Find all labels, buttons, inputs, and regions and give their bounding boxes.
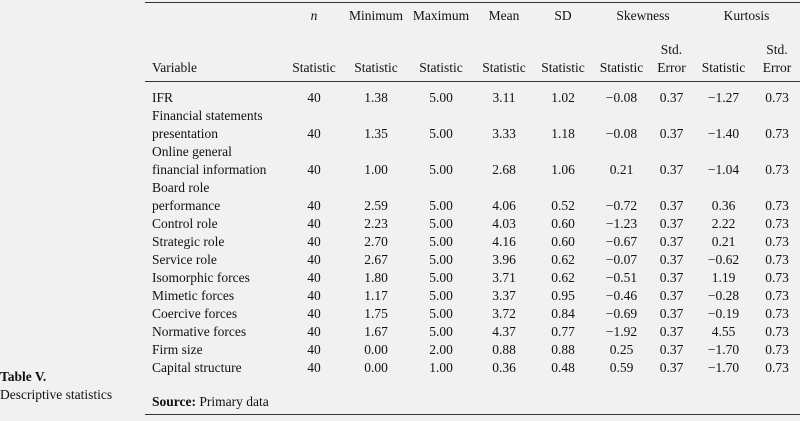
cell-mean: 4.03 <box>492 216 516 231</box>
cell-kurt: −1.70 <box>707 360 740 375</box>
cell-min: 1.80 <box>364 270 388 285</box>
table-row <box>145 359 800 377</box>
cell-sd: 1.18 <box>551 126 575 141</box>
cell-max: 5.00 <box>429 126 453 141</box>
caption-subtitle: Descriptive statistics <box>0 387 113 402</box>
cell-min: 1.75 <box>364 306 388 321</box>
header-mean: Mean <box>488 8 520 23</box>
header-mean-statistic: Statistic <box>482 60 526 75</box>
variable-cell <box>145 359 283 377</box>
cell-mean: 4.37 <box>492 324 516 339</box>
cell-kurt-se: 0.73 <box>765 324 789 339</box>
variable-cell <box>145 215 283 233</box>
header-n-statistic: Statistic <box>292 60 336 75</box>
cell-max: 2.00 <box>429 342 453 357</box>
cell-skew: −1.92 <box>605 324 638 339</box>
cell-mean: 0.36 <box>492 360 516 375</box>
variable-name-line: Isomorphic forces <box>152 270 250 285</box>
cell-kurt-se: 0.73 <box>765 90 789 105</box>
cell-max: 5.00 <box>429 252 453 267</box>
table-row <box>145 323 800 341</box>
cell-kurt-se: 0.73 <box>765 252 789 267</box>
cell-skew-se: 0.37 <box>659 90 684 105</box>
cell-n: 40 <box>307 360 321 375</box>
cell-skew-se: 0.37 <box>659 270 684 285</box>
table-body <box>145 77 800 377</box>
cell-max: 5.00 <box>429 90 453 105</box>
cell-min: 1.17 <box>364 288 388 303</box>
cell-skew: −0.07 <box>605 252 638 267</box>
cell-min: 2.70 <box>364 234 388 249</box>
cell-skew: −1.23 <box>605 216 638 231</box>
header-blank <box>145 7 283 37</box>
cell-kurt: 0.21 <box>711 234 736 249</box>
variable-cell <box>145 251 283 269</box>
header-minimum: Minimum <box>348 8 403 23</box>
cell-n: 40 <box>307 216 321 231</box>
cell-sd: 1.06 <box>551 162 575 177</box>
cell-n: 40 <box>307 270 321 285</box>
variable-name-line: Capital structure <box>152 360 242 375</box>
cell-skew: −0.69 <box>605 306 638 321</box>
cell-skew: −0.08 <box>605 90 638 105</box>
cell-n: 40 <box>307 90 321 105</box>
cell-mean: 3.37 <box>492 288 516 303</box>
header-skewness-statistic: Statistic <box>599 60 644 75</box>
cell-skew: −0.67 <box>605 234 638 249</box>
statistics-table-container <box>145 0 800 421</box>
cell-kurt-se: 0.73 <box>765 216 789 231</box>
cell-max: 5.00 <box>429 234 453 249</box>
cell-mean: 3.71 <box>492 270 516 285</box>
variable-name-line: IFR <box>152 90 174 105</box>
table-row <box>145 143 800 179</box>
cell-mean: 3.72 <box>492 306 516 321</box>
variable-name-line: Online general <box>152 144 232 159</box>
variable-name-line: Strategic role <box>152 234 225 249</box>
cell-min: 0.00 <box>364 360 388 375</box>
cell-kurt-se: 0.73 <box>765 270 789 285</box>
cell-n: 40 <box>307 288 321 303</box>
cell-sd: 0.77 <box>551 324 575 339</box>
cell-n: 40 <box>307 198 321 213</box>
table-row <box>145 251 800 269</box>
header-variable: Variable <box>152 60 197 75</box>
table-source-note <box>152 394 269 410</box>
header-maximum-statistic: Statistic <box>419 60 463 75</box>
variable-cell <box>145 89 283 107</box>
top-rule <box>145 2 800 3</box>
variable-name-line: performance <box>152 198 221 213</box>
cell-sd: 1.02 <box>551 90 575 105</box>
header-kurtosis: Kurtosis <box>723 8 770 23</box>
cell-kurt-se: 0.73 <box>765 234 789 249</box>
variable-name-line: Coercive forces <box>152 306 238 321</box>
cell-max: 5.00 <box>429 288 453 303</box>
variable-name-line: Firm size <box>152 342 203 357</box>
cell-n: 40 <box>307 252 321 267</box>
cell-sd: 0.84 <box>551 306 575 321</box>
header-sub-row <box>145 37 800 77</box>
variable-cell <box>145 305 283 323</box>
variable-name-line: financial information <box>152 162 267 177</box>
header-skewness: Skewness <box>616 8 670 23</box>
cell-skew-se: 0.37 <box>659 162 684 177</box>
cell-max: 5.00 <box>429 198 453 213</box>
cell-kurt: 0.36 <box>711 198 736 213</box>
cell-mean: 3.96 <box>492 252 516 267</box>
cell-min: 2.23 <box>364 216 388 231</box>
table-row <box>145 287 800 305</box>
header-sd: SD <box>554 8 572 23</box>
cell-min: 1.67 <box>364 324 388 339</box>
source-text: Primary data <box>199 394 269 409</box>
cell-skew: −0.08 <box>605 126 638 141</box>
cell-kurt-se: 0.73 <box>765 288 789 303</box>
cell-sd: 0.62 <box>551 252 575 267</box>
descriptive-statistics-table <box>145 7 800 377</box>
header-maximum: Maximum <box>412 8 470 23</box>
table-row <box>145 269 800 287</box>
cell-sd: 0.48 <box>551 360 575 375</box>
cell-kurt: −0.28 <box>707 288 740 303</box>
cell-mean: 0.88 <box>492 342 516 357</box>
header-n: n <box>310 8 318 23</box>
cell-mean: 2.68 <box>492 162 516 177</box>
variable-name-line: Financial statements <box>152 108 263 123</box>
cell-n: 40 <box>307 324 321 339</box>
cell-kurt-se: 0.73 <box>765 342 789 357</box>
cell-sd: 0.52 <box>551 198 575 213</box>
header-skewness-std-error: Std. Error <box>657 42 686 75</box>
cell-kurt-se: 0.73 <box>765 360 789 375</box>
cell-sd: 0.88 <box>551 342 575 357</box>
cell-skew-se: 0.37 <box>659 288 684 303</box>
header-group-row <box>145 7 800 37</box>
cell-sd: 0.62 <box>551 270 575 285</box>
bottom-rule <box>145 414 800 415</box>
variable-cell <box>145 287 283 305</box>
cell-skew-se: 0.37 <box>659 306 684 321</box>
table-caption <box>0 368 145 404</box>
cell-mean: 3.33 <box>492 126 516 141</box>
cell-max: 5.00 <box>429 162 453 177</box>
cell-skew-se: 0.37 <box>659 342 684 357</box>
cell-kurt: −1.70 <box>707 342 740 357</box>
cell-skew-se: 0.37 <box>659 234 684 249</box>
variable-cell <box>145 269 283 287</box>
cell-mean: 4.16 <box>492 234 516 249</box>
cell-sd: 0.60 <box>551 234 575 249</box>
variable-name-line: Control role <box>152 216 218 231</box>
table-row <box>145 107 800 143</box>
variable-cell <box>145 143 283 179</box>
cell-kurt: 2.22 <box>711 216 736 231</box>
cell-n: 40 <box>307 162 321 177</box>
cell-max: 1.00 <box>429 360 453 375</box>
cell-kurt-se: 0.73 <box>765 162 789 177</box>
table-row <box>145 305 800 323</box>
variable-name-line: Normative forces <box>152 324 247 339</box>
cell-skew: −0.72 <box>605 198 638 213</box>
body-spacer <box>145 77 800 89</box>
variable-cell <box>145 233 283 251</box>
variable-name-line: Service role <box>152 252 217 267</box>
cell-skew-se: 0.37 <box>659 324 684 339</box>
cell-skew: −0.51 <box>605 270 638 285</box>
header-kurtosis-std-error: Std. Error <box>762 42 792 75</box>
cell-kurt: −1.27 <box>707 90 740 105</box>
cell-skew: 0.21 <box>609 162 634 177</box>
cell-max: 5.00 <box>429 216 453 231</box>
cell-skew: 0.25 <box>609 342 634 357</box>
cell-skew-se: 0.37 <box>659 216 684 231</box>
header-sd-statistic: Statistic <box>541 60 585 75</box>
cell-kurt: −0.19 <box>707 306 740 321</box>
variable-cell <box>145 341 283 359</box>
cell-skew: 0.59 <box>609 360 634 375</box>
table-row <box>145 89 800 107</box>
cell-n: 40 <box>307 306 321 321</box>
cell-min: 1.35 <box>364 126 388 141</box>
cell-kurt-se: 0.73 <box>765 126 789 141</box>
cell-kurt-se: 0.73 <box>765 198 789 213</box>
cell-n: 40 <box>307 342 321 357</box>
cell-mean: 3.11 <box>492 90 516 105</box>
table-row <box>145 233 800 251</box>
cell-mean: 4.06 <box>492 198 516 213</box>
cell-max: 5.00 <box>429 306 453 321</box>
cell-sd: 0.60 <box>551 216 575 231</box>
variable-name-line: Mimetic forces <box>152 288 235 303</box>
variable-name-line: Board role <box>152 180 210 195</box>
cell-kurt: 4.55 <box>711 324 736 339</box>
source-label: Source: <box>152 394 196 409</box>
spacer-cell <box>145 77 800 89</box>
cell-skew: −0.46 <box>605 288 638 303</box>
cell-sd: 0.95 <box>551 288 575 303</box>
variable-name-line: presentation <box>152 126 218 141</box>
variable-cell <box>145 107 283 143</box>
cell-n: 40 <box>307 126 321 141</box>
cell-max: 5.00 <box>429 270 453 285</box>
cell-kurt: −0.62 <box>707 252 740 267</box>
cell-min: 0.00 <box>364 342 388 357</box>
cell-max: 5.00 <box>429 324 453 339</box>
cell-min: 1.38 <box>364 90 388 105</box>
table-row <box>145 215 800 233</box>
variable-cell <box>145 323 283 341</box>
caption-title: Table V. <box>0 369 47 384</box>
variable-cell <box>145 179 283 215</box>
table-row <box>145 179 800 215</box>
cell-kurt: −1.04 <box>707 162 740 177</box>
cell-n: 40 <box>307 234 321 249</box>
header-minimum-statistic: Statistic <box>354 60 398 75</box>
cell-min: 2.59 <box>364 198 388 213</box>
cell-skew-se: 0.37 <box>659 198 684 213</box>
cell-skew-se: 0.37 <box>659 252 684 267</box>
cell-kurt-se: 0.73 <box>765 306 789 321</box>
cell-kurt: −1.40 <box>707 126 740 141</box>
cell-skew-se: 0.37 <box>659 126 684 141</box>
cell-skew-se: 0.37 <box>659 360 684 375</box>
cell-kurt: 1.19 <box>711 270 736 285</box>
table-row <box>145 341 800 359</box>
cell-min: 2.67 <box>364 252 388 267</box>
cell-min: 1.00 <box>364 162 388 177</box>
header-kurtosis-statistic: Statistic <box>701 60 746 75</box>
